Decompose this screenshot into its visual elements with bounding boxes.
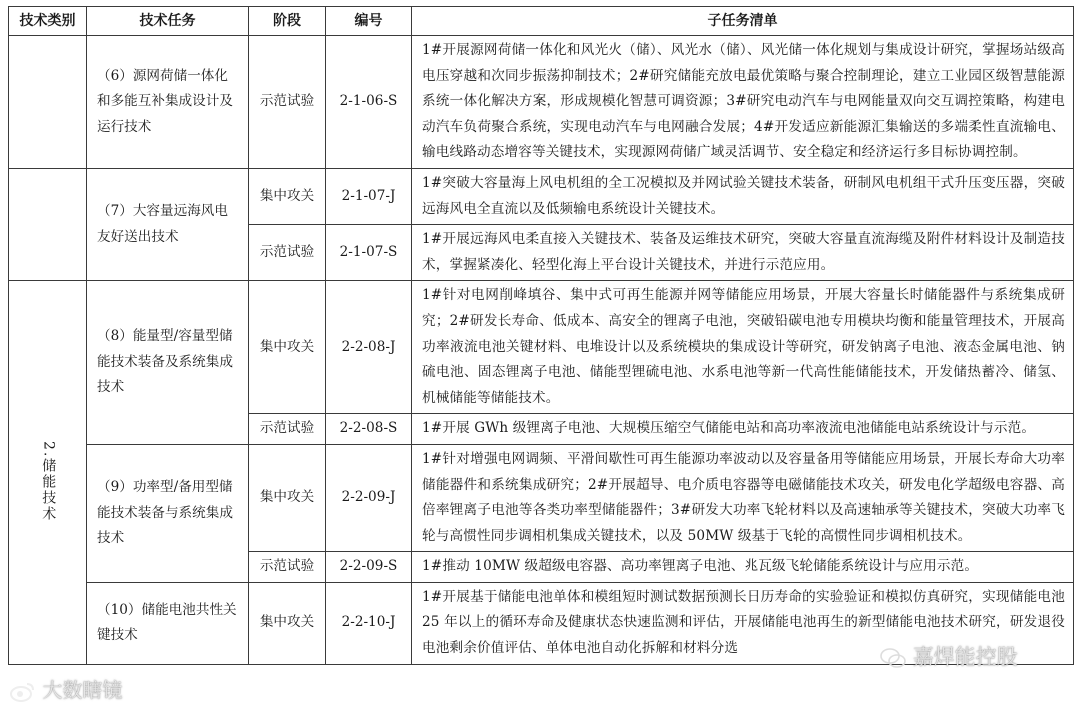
- stage-cell: 集中攻关: [249, 444, 326, 551]
- watermark-left: [10, 674, 122, 703]
- stage-cell: 集中攻关: [249, 582, 326, 664]
- stage-cell: 示范试验: [249, 552, 326, 583]
- header-code: 编号: [326, 7, 412, 36]
- task-cell: （10）储能电池共性关键技术: [87, 582, 249, 664]
- subtask-cell: 1#针对增强电网调频、平滑间歇性可再生能源功率波动以及容量备用等储能应用场景，开展长寿命大功率储能器件和系统集成研究；2#开展超导、电介质电容器等电磁储能技术攻关，研发电化学超级电容器、高倍率锂离子电池等各类功率型储能器件；3#研发大功率飞轮材料以及高速轴承等关键技术，突破大功率飞轮与高惯性同步调相机集成关键技术，以及 50MW 级基于飞轮的高惯性同步调相机技术。: [412, 444, 1074, 551]
- subtask-cell: 1#开展源网荷储一体化和风光火（储）、风光水（储）、风光储一体化规划与集成设计研究，掌握场站级高电压穿越和次同步振荡抑制技术；2#研究储能充放电最优策略与聚合控制理论，建立工业园区级智慧能源系统一体化解决方案，形成规模化智慧可调资源；3#研究电动汽车与电网能量双向交互调控策略，构建电动汽车负荷聚合系统，实现电动汽车与电网融合发展；4#开发适应新能源汇集输送的多端柔性直流输电、输电线路动态增容等关键技术，实现源网荷储广域灵活调节、安全稳定和经济运行多目标协调控制。: [412, 36, 1074, 169]
- code-cell: 2-2-08-S: [326, 414, 412, 445]
- code-cell: 2-1-07-S: [326, 225, 412, 281]
- weibo-logo-icon: [10, 681, 36, 703]
- watermark-right-text: 嘉焊能控股: [912, 645, 1018, 669]
- table-row: [9, 281, 1074, 414]
- code-cell: 2-2-09-S: [326, 552, 412, 583]
- subtask-cell: 1#开展基于储能电池单体和模组短时测试数据预测长日历寿命的实验验证和模拟仿真研究，实现储能电池 25 年以上的循环寿命及健康状态快速监测和评估，开展储能电池再生的新型储能电池技术研究，研发退役电池剩余价值评估、单体电池自动化拆解和材料分选: [412, 582, 1074, 664]
- task-cell: （8）能量型/容量型储能技术装备及系统集成技术: [87, 281, 249, 445]
- stage-cell: 集中攻关: [249, 281, 326, 414]
- header-row: [9, 7, 1074, 36]
- category-cell-empty: [9, 168, 87, 280]
- table-row: [9, 36, 1074, 169]
- task-cell: （7）大容量远海风电友好送出技术: [87, 168, 249, 280]
- stage-cell: 示范试验: [249, 225, 326, 281]
- task-table: [8, 6, 1074, 665]
- stage-cell: 示范试验: [249, 414, 326, 445]
- subtask-cell: 1#开展 GWh 级锂离子电池、大规模压缩空气储能电站和高功率液流电池储能电站系统设计与示范。: [412, 414, 1074, 445]
- code-cell: 2-2-08-J: [326, 281, 412, 414]
- header-subtasks: 子任务清单: [412, 7, 1074, 36]
- subtask-cell: 1#推动 10MW 级超级电容器、高功率锂离子电池、兆瓦级飞轮储能系统设计与应用示范。: [412, 552, 1074, 583]
- subtask-cell: 1#针对电网削峰填谷、集中式可再生能源并网等储能应用场景，开展大容量长时储能器件与系统集成研究；2#研发长寿命、低成本、高安全的锂离子电池，突破铅碳电池专用模块均衡和能量管理技术，开展高功率液流电池关键材料、电堆设计以及系统模块的集成设计等研究，研发钠离子电池、液态金属电池、钠硫电池、固态锂离子电池、储能型锂硫电池、水系电池等新一代高性能储能技术，开发储热蓄冷、储氢、机械储能等储能技术。: [412, 281, 1074, 414]
- category-cell-storage: [9, 281, 87, 664]
- stage-cell: 示范试验: [249, 36, 326, 169]
- task-cell: （9）功率型/备用型储能技术装备与系统集成技术: [87, 444, 249, 582]
- table-row: [9, 168, 1074, 224]
- subtask-cell: 1#突破大容量海上风电机组的全工况模拟及并网试验关键技术装备，研制风电机组干式升压变压器，突破远海风电全直流以及低频输电系统设计关键技术。: [412, 168, 1074, 224]
- code-cell: 2-1-06-S: [326, 36, 412, 169]
- task-cell: （6）源网荷储一体化和多能互补集成设计及运行技术: [87, 36, 249, 169]
- subtask-cell: 1#开展远海风电柔直接入关键技术、装备及运维技术研究，突破大容量直流海缆及附件材料设计及制造技术，掌握紧凑化、轻型化海上平台设计关键技术，并进行示范应用。: [412, 225, 1074, 281]
- stage-cell: 集中攻关: [249, 168, 326, 224]
- code-cell: 2-2-09-J: [326, 444, 412, 551]
- category-label: 2.储能技术: [40, 441, 57, 523]
- header-category: 技术类别: [9, 7, 87, 36]
- table-row: [9, 444, 1074, 551]
- watermark-right: [880, 641, 1018, 671]
- code-cell: 2-1-07-J: [326, 168, 412, 224]
- wechat-logo-icon: [880, 647, 906, 669]
- code-cell: 2-2-10-J: [326, 582, 412, 664]
- header-stage: 阶段: [249, 7, 326, 36]
- category-cell-empty: [9, 36, 87, 169]
- header-task: 技术任务: [87, 7, 249, 36]
- watermark-left-text: 大数瞎镜: [42, 678, 123, 702]
